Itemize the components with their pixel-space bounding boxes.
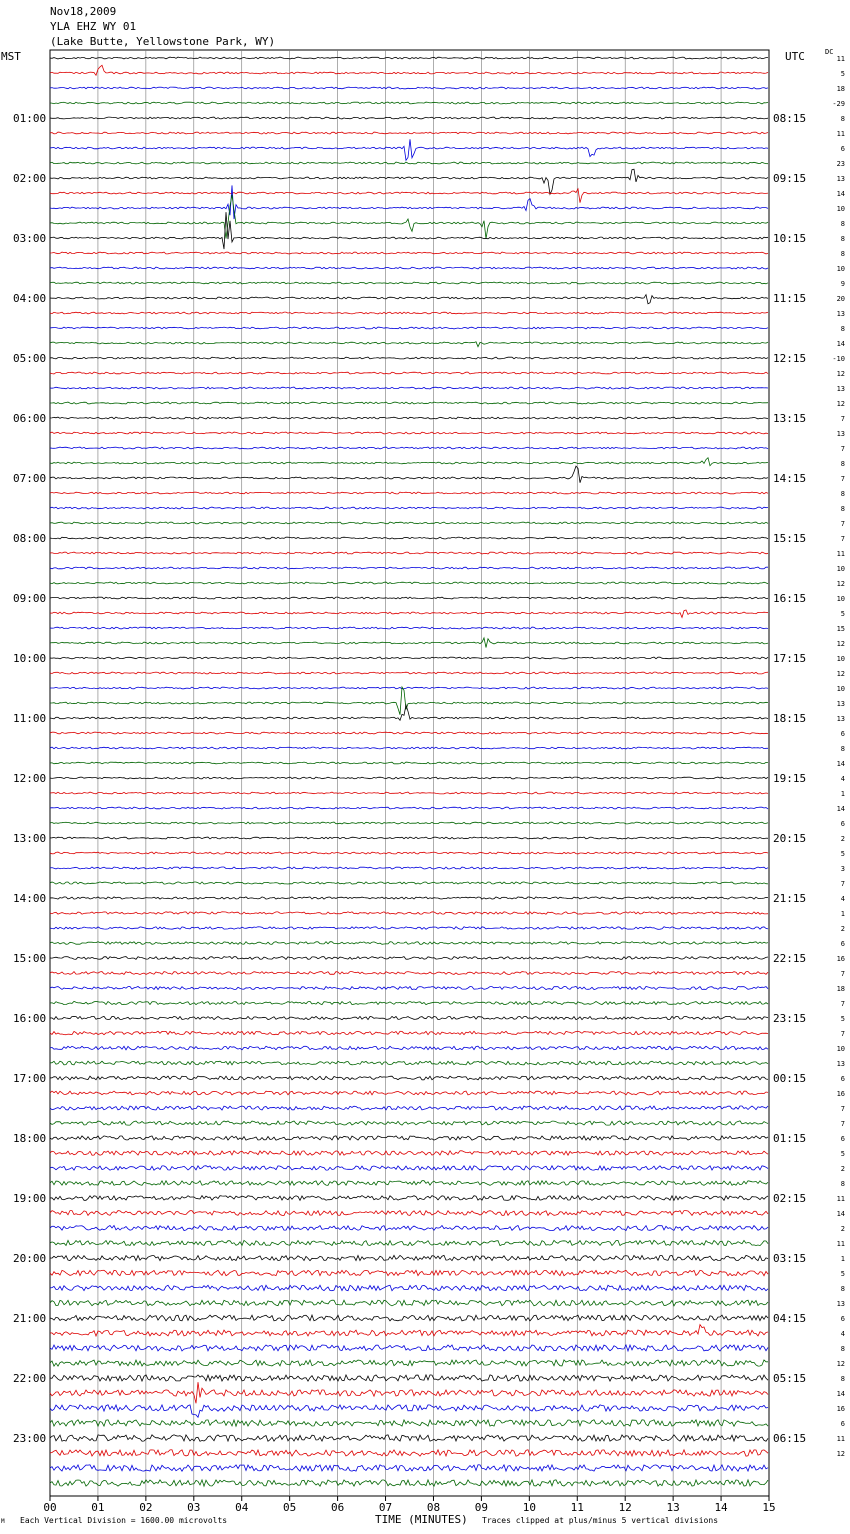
- seismogram-trace: [50, 638, 768, 648]
- seismogram-trace: [50, 162, 768, 164]
- right-hour-label: 04:15: [773, 1312, 807, 1325]
- seismogram-trace: [50, 282, 768, 284]
- seismogram-trace: [50, 466, 768, 483]
- dc-offset-label: 8: [840, 460, 845, 468]
- dc-offset-label: 12: [836, 370, 845, 378]
- left-hour-label: 23:00: [13, 1432, 47, 1445]
- dc-offset-label: 8: [840, 505, 845, 513]
- dc-offset-label: 7: [840, 880, 845, 888]
- seismogram-trace: [50, 672, 768, 674]
- seismogram-trace: [50, 732, 768, 734]
- right-hour-label: 11:15: [773, 292, 807, 305]
- dc-offset-label: 14: [836, 340, 845, 348]
- seismogram-trace: [50, 1061, 768, 1065]
- dc-offset-label: 4: [840, 1330, 845, 1338]
- x-tick-label: 01: [91, 1501, 105, 1514]
- dc-offset-label: 7: [840, 535, 845, 543]
- dc-offset-label: 11: [836, 55, 845, 63]
- seismogram-trace: [50, 972, 768, 975]
- dc-offset-label: 6: [840, 1420, 845, 1428]
- seismogram-trace: [50, 1450, 768, 1456]
- seismogram-trace: [50, 139, 768, 160]
- seismogram-trace: [50, 705, 768, 720]
- seismogram-trace: [50, 537, 768, 539]
- x-tick-label: 02: [139, 1501, 153, 1514]
- seismogram-trace: [50, 687, 768, 715]
- left-hour-label: 21:00: [13, 1312, 47, 1325]
- right-timezone-label: UTC: [785, 50, 805, 63]
- seismogram-trace: [50, 1480, 768, 1486]
- clipping-note: Traces clipped at plus/minus 5 vertical divisions: [482, 1516, 719, 1525]
- dc-offset-label: 20: [836, 295, 845, 303]
- seismogram-trace: [50, 372, 768, 374]
- dc-offset-label: 7: [840, 1000, 845, 1008]
- seismogram-trace: [50, 57, 768, 59]
- seismogram-trace: [50, 189, 768, 203]
- seismogram-trace: [50, 687, 768, 689]
- dc-offset-label: 6: [840, 1075, 845, 1083]
- seismogram-trace: [50, 1420, 768, 1426]
- dc-offset-label: 7: [840, 520, 845, 528]
- seismogram-trace: [50, 507, 768, 509]
- seismogram-trace: [50, 777, 768, 779]
- seismogram-trace: [50, 1285, 768, 1291]
- seismogram-trace: [50, 342, 768, 347]
- seismogram-trace: [50, 610, 768, 617]
- dc-offset-label: 6: [840, 730, 845, 738]
- left-hour-label: 18:00: [13, 1132, 47, 1145]
- x-tick-label: 08: [426, 1501, 441, 1514]
- right-hour-label: 22:15: [773, 952, 807, 965]
- dc-offset-label: 6: [840, 940, 845, 948]
- right-hour-label: 20:15: [773, 832, 807, 845]
- dc-offset-label: 8: [840, 235, 845, 243]
- right-hour-label: 21:15: [773, 892, 807, 905]
- seismogram-trace: [50, 522, 768, 524]
- x-axis-title: TIME (MINUTES): [375, 1513, 468, 1526]
- dc-offset-label: 12: [836, 640, 845, 648]
- dc-offset-label: 16: [836, 1090, 845, 1098]
- seismogram-trace: [50, 987, 768, 990]
- left-hour-label: 17:00: [13, 1072, 47, 1085]
- seismogram-trace: [50, 357, 768, 359]
- seismogram-trace: [50, 1255, 768, 1260]
- seismogram-trace: [50, 912, 768, 914]
- dc-offset-label: 11: [836, 1195, 845, 1203]
- seismogram-trace: [50, 432, 768, 434]
- seismogram-trace: [50, 1270, 768, 1275]
- dc-offset-label: 1: [840, 1255, 845, 1263]
- dc-offset-label: 8: [840, 115, 845, 123]
- dc-offset-label: 11: [836, 1435, 845, 1443]
- right-hour-label: 12:15: [773, 352, 807, 365]
- seismogram-trace: [50, 212, 768, 249]
- dc-offset-label: 5: [840, 1015, 845, 1023]
- seismogram-trace: [50, 1405, 768, 1418]
- seismogram-trace: [50, 1046, 768, 1050]
- plot-frame: [50, 50, 769, 1496]
- seismogram-trace: [50, 1360, 768, 1366]
- dc-offset-label: 12: [836, 670, 845, 678]
- dc-offset-label: 7: [840, 970, 845, 978]
- corner-label: M: [1, 1518, 5, 1525]
- dc-offset-label: 3: [840, 865, 845, 873]
- dc-offset-label: 2: [840, 1165, 845, 1173]
- dc-offset-label: 7: [840, 1030, 845, 1038]
- seismogram-trace: [50, 1315, 768, 1321]
- right-hour-label: 08:15: [773, 112, 807, 125]
- dc-offset-label: 13: [836, 385, 845, 393]
- dc-offset-label: 8: [840, 220, 845, 228]
- dc-offset-label: 10: [836, 205, 845, 213]
- dc-offset-label: 18: [836, 85, 845, 93]
- seismogram-trace: [50, 65, 768, 75]
- left-hour-label: 15:00: [13, 952, 47, 965]
- seismogram-trace: [50, 927, 768, 930]
- left-hour-label: 07:00: [13, 472, 47, 485]
- x-tick-label: 07: [378, 1501, 393, 1514]
- seismogram-trace: [50, 1151, 768, 1155]
- dc-offset-label: 15: [836, 625, 845, 633]
- x-tick-label: 15: [762, 1501, 776, 1514]
- x-tick-label: 06: [330, 1501, 345, 1514]
- dc-offset-label: 8: [840, 1345, 845, 1353]
- seismogram-trace: [50, 447, 768, 449]
- seismogram-trace: [50, 195, 768, 239]
- seismogram-trace: [50, 822, 768, 824]
- dc-offset-label: -29: [832, 100, 845, 108]
- seismogram-trace: [50, 387, 768, 389]
- dc-offset-label: 10: [836, 1045, 845, 1053]
- seismogram-trace: [50, 102, 768, 104]
- dc-offset-label: 13: [836, 310, 845, 318]
- seismogram-trace: [50, 267, 768, 269]
- dc-offset-label: 10: [836, 655, 845, 663]
- seismogram-trace: [50, 747, 768, 749]
- dc-offset-label: 11: [836, 130, 845, 138]
- dc-offset-label: 11: [836, 550, 845, 558]
- seismogram-trace: [50, 117, 768, 119]
- left-hour-label: 04:00: [13, 292, 47, 305]
- seismogram-trace: [50, 1345, 768, 1351]
- left-hour-label: 06:00: [13, 412, 47, 425]
- dc-offset-label: 2: [840, 925, 845, 933]
- right-hour-label: 09:15: [773, 172, 807, 185]
- seismogram-trace: [50, 1435, 768, 1441]
- seismogram-trace: [50, 1211, 768, 1216]
- x-tick-label: 11: [570, 1501, 584, 1514]
- x-tick-label: 00: [43, 1501, 57, 1514]
- right-hour-label: 17:15: [773, 652, 807, 665]
- dc-offset-label: 13: [836, 175, 845, 183]
- left-hour-label: 12:00: [13, 772, 47, 785]
- seismogram-trace: [50, 1001, 768, 1004]
- seismogram-trace: [50, 327, 768, 329]
- dc-offset-label: 16: [836, 955, 845, 963]
- dc-offset-label: 2: [840, 835, 845, 843]
- dc-offset-label: 13: [836, 715, 845, 723]
- seismogram-trace: [50, 1106, 768, 1110]
- dc-offset-label: 7: [840, 445, 845, 453]
- dc-offset-label: 11: [836, 1240, 845, 1248]
- right-hour-label: 02:15: [773, 1192, 807, 1205]
- seismogram-trace: [50, 312, 768, 314]
- seismogram-trace: [50, 567, 768, 569]
- seismogram-trace: [50, 1240, 768, 1245]
- right-hour-label: 15:15: [773, 532, 807, 545]
- chart-station: YLA EHZ WY 01: [50, 20, 137, 33]
- seismogram-trace: [50, 807, 768, 809]
- dc-offset-label: 16: [836, 1405, 845, 1413]
- seismogram-trace: [50, 552, 768, 554]
- seismogram-trace: [50, 252, 768, 254]
- seismogram-trace: [50, 87, 768, 89]
- left-hour-label: 13:00: [13, 832, 47, 845]
- dc-offset-label: 14: [836, 1210, 845, 1218]
- seismogram-trace: [50, 627, 768, 629]
- seismogram-trace: [50, 852, 768, 854]
- seismogram-trace: [50, 897, 768, 899]
- seismogram-trace: [50, 1196, 768, 1201]
- dc-offset-label: 5: [840, 610, 845, 618]
- dc-offset-label: 12: [836, 1360, 845, 1368]
- right-hour-label: 18:15: [773, 712, 807, 725]
- seismogram-trace: [50, 882, 768, 884]
- left-hour-label: 08:00: [13, 532, 47, 545]
- x-tick-label: 04: [235, 1501, 249, 1514]
- dc-offset-label: 7: [840, 1120, 845, 1128]
- seismogram-trace: [50, 942, 768, 945]
- dc-offset-label: 7: [840, 475, 845, 483]
- seismogram-trace: [50, 1300, 768, 1306]
- seismogram-trace: [50, 132, 768, 134]
- dc-offset-label: 10: [836, 685, 845, 693]
- x-tick-label: 10: [522, 1501, 536, 1514]
- x-tick-label: 03: [187, 1501, 201, 1514]
- dc-offset-label: 6: [840, 1315, 845, 1323]
- seismogram-trace: [50, 1031, 768, 1034]
- seismogram-trace: [50, 295, 768, 304]
- seismogram-trace: [50, 657, 768, 659]
- dc-offset-label: 5: [840, 70, 845, 78]
- dc-offset-label: 13: [836, 700, 845, 708]
- seismogram-trace: [50, 837, 768, 839]
- x-tick-label: 13: [666, 1501, 680, 1514]
- seismogram-trace: [50, 957, 768, 960]
- dc-offset-label: 13: [836, 1060, 845, 1068]
- dc-offset-label: 8: [840, 325, 845, 333]
- dc-offset-label: 12: [836, 400, 845, 408]
- dc-offset-label: 13: [836, 1300, 845, 1308]
- right-hour-label: 03:15: [773, 1252, 807, 1265]
- dc-offset-label: 23: [836, 160, 845, 168]
- dc-offset-label: 8: [840, 250, 845, 258]
- seismogram-trace: [50, 867, 768, 869]
- left-timezone-label: MST: [1, 50, 21, 63]
- seismogram-trace: [50, 458, 768, 466]
- x-tick-label: 09: [474, 1501, 489, 1514]
- left-hour-label: 01:00: [13, 112, 47, 125]
- seismogram-trace: [50, 1325, 768, 1336]
- dc-offset-label: 5: [840, 1270, 845, 1278]
- dc-offset-label: 13: [836, 430, 845, 438]
- dc-offset-label: 10: [836, 265, 845, 273]
- seismogram-trace: [50, 185, 768, 219]
- left-hour-label: 16:00: [13, 1012, 47, 1025]
- dc-offset-label: 8: [840, 745, 845, 753]
- seismogram-trace: [50, 582, 768, 584]
- seismogram-trace: [50, 1091, 768, 1095]
- dc-offset-label: 4: [840, 895, 845, 903]
- dc-offset-label: 14: [836, 1390, 845, 1398]
- dc-offset-label: 6: [840, 820, 845, 828]
- left-hour-label: 03:00: [13, 232, 47, 245]
- right-hour-label: 16:15: [773, 592, 807, 605]
- left-hour-label: 09:00: [13, 592, 47, 605]
- seismogram-trace: [50, 1226, 768, 1231]
- dc-offset-label: 4: [840, 775, 845, 783]
- left-hour-label: 20:00: [13, 1252, 47, 1265]
- dc-offset-label: 14: [836, 190, 845, 198]
- seismogram-trace: [50, 1465, 768, 1471]
- right-hour-label: 14:15: [773, 472, 807, 485]
- x-tick-label: 05: [283, 1501, 297, 1514]
- seismogram-trace: [50, 402, 768, 404]
- seismogram-trace: [50, 1136, 768, 1140]
- dc-offset-label: 1: [840, 790, 845, 798]
- right-hour-label: 06:15: [773, 1432, 807, 1445]
- seismogram-trace: [50, 792, 768, 794]
- right-hour-label: 10:15: [773, 232, 807, 245]
- seismogram-trace: [50, 1181, 768, 1186]
- seismogram-trace: [50, 169, 768, 194]
- seismogram-trace: [50, 417, 768, 419]
- right-hour-label: 23:15: [773, 1012, 807, 1025]
- vertical-division-note: Each Vertical Division = 1600.00 microvolts: [20, 1516, 228, 1525]
- dc-offset-label: 8: [840, 1375, 845, 1383]
- left-hour-label: 22:00: [13, 1372, 47, 1385]
- dc-offset-label: 8: [840, 490, 845, 498]
- seismogram-trace: [50, 492, 768, 494]
- dc-offset-label: 7: [840, 1105, 845, 1113]
- dc-offset-label: 5: [840, 850, 845, 858]
- right-hour-label: 05:15: [773, 1372, 807, 1385]
- seismogram-trace: [50, 597, 768, 599]
- dc-offset-label: -10: [832, 355, 845, 363]
- dc-offset-label: 6: [840, 145, 845, 153]
- chart-location: (Lake Butte, Yellowstone Park, WY): [50, 35, 276, 48]
- right-hour-label: 19:15: [773, 772, 807, 785]
- dc-label: DC: [825, 48, 834, 56]
- left-hour-label: 14:00: [13, 892, 47, 905]
- right-hour-label: 00:15: [773, 1072, 807, 1085]
- seismogram-trace: [50, 762, 768, 764]
- x-tick-label: 14: [714, 1501, 728, 1514]
- dc-offset-label: 10: [836, 595, 845, 603]
- left-hour-label: 19:00: [13, 1192, 47, 1205]
- dc-offset-label: 12: [836, 1450, 845, 1458]
- left-hour-label: 11:00: [13, 712, 47, 725]
- dc-offset-label: 9: [840, 280, 845, 288]
- seismogram-trace: [50, 1076, 768, 1080]
- dc-offset-label: 8: [840, 1180, 845, 1188]
- dc-offset-label: 14: [836, 805, 845, 813]
- right-hour-label: 13:15: [773, 412, 807, 425]
- dc-offset-label: 12: [836, 580, 845, 588]
- dc-offset-label: 2: [840, 1225, 845, 1233]
- chart-date: Nov18,2009: [50, 5, 117, 18]
- dc-offset-label: 18: [836, 985, 845, 993]
- dc-offset-label: 10: [836, 565, 845, 573]
- x-tick-label: 12: [618, 1501, 632, 1514]
- dc-offset-label: 6: [840, 1135, 845, 1143]
- dc-offset-label: 7: [840, 415, 845, 423]
- left-hour-label: 10:00: [13, 652, 47, 665]
- seismogram-trace: [50, 1375, 768, 1381]
- left-hour-label: 05:00: [13, 352, 47, 365]
- left-hour-label: 02:00: [13, 172, 47, 185]
- right-hour-label: 01:15: [773, 1132, 807, 1145]
- dc-offset-label: 14: [836, 760, 845, 768]
- dc-offset-label: 1: [840, 910, 845, 918]
- seismogram-trace: [50, 1166, 768, 1171]
- seismogram-trace: [50, 1121, 768, 1125]
- dc-offset-label: 5: [840, 1150, 845, 1158]
- seismogram-trace: [50, 1382, 768, 1403]
- dc-offset-label: 8: [840, 1285, 845, 1293]
- seismogram-trace: [50, 1016, 768, 1019]
